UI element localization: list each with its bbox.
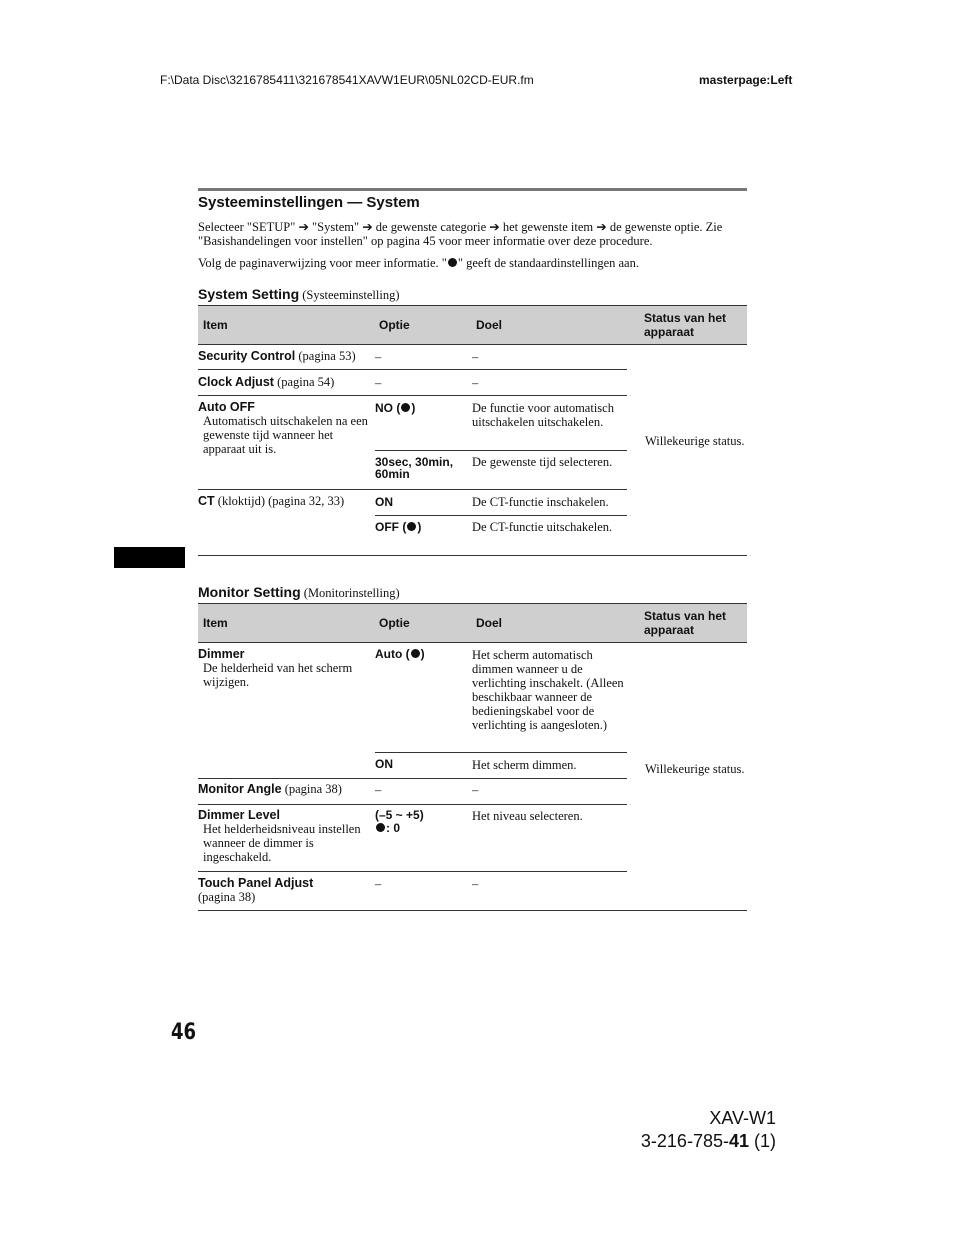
option-level-range: (–5 ~ +5) : 0 xyxy=(375,808,424,835)
doel-dimmer-on: Het scherm dimmen. xyxy=(472,758,577,772)
option-off: OFF ( ) xyxy=(375,520,422,534)
option-dash: – xyxy=(375,783,382,797)
file-path: F:\Data Disc\3216785411\321678541XAVW1EUR\05NL02CD-EUR.fm xyxy=(160,73,534,87)
legend-paragraph xyxy=(198,256,748,270)
option-dash: – xyxy=(375,376,382,390)
doel-dash: – xyxy=(472,877,479,891)
row-divider xyxy=(198,804,627,805)
table-bottom-rule xyxy=(198,555,747,556)
doel-ct-on: De CT-functie inschakelen. xyxy=(472,495,609,509)
status-monitor: Willekeurige status. xyxy=(645,762,745,776)
option-times: 30sec, 30min, 60min xyxy=(375,455,454,481)
col-item: Item xyxy=(203,616,228,630)
doel-dash: – xyxy=(472,350,479,364)
row-divider xyxy=(198,871,627,872)
item-dimmer: Dimmer De helderheid van het scherm wijzigen. xyxy=(198,647,370,689)
row-divider xyxy=(375,752,627,753)
doel-auto-off-time: De gewenste tijd selecteren. xyxy=(472,455,613,469)
row-divider xyxy=(198,778,627,779)
monitor-setting-title xyxy=(198,584,400,601)
option-dash: – xyxy=(375,877,382,891)
row-divider xyxy=(198,395,627,396)
table-title-main: System Setting xyxy=(198,286,300,302)
option-on: ON xyxy=(375,495,393,509)
option-no: NO ( ) xyxy=(375,401,416,415)
default-dot-icon xyxy=(376,823,385,832)
option-auto: Auto ( ) xyxy=(375,647,425,661)
legend-text-start: Volg de paginaverwijzing voor meer informatie. " xyxy=(198,256,447,270)
item-clock-adjust: Clock Adjust (pagina 54) xyxy=(198,375,335,389)
doel-ct-off: De CT-functie uitschakelen. xyxy=(472,520,613,534)
item-monitor-angle: Monitor Angle (pagina 38) xyxy=(198,782,342,796)
item-auto-off: Auto OFF Automatisch uitschakelen na een gewenste tijd wanneer het apparaat uit is. xyxy=(198,400,370,456)
item-ct: CT (kloktijd) (pagina 32, 33) xyxy=(198,494,345,508)
item-description: Automatisch uitschakelen na een gewenste tijd wanneer het apparaat uit is. xyxy=(203,414,368,456)
section-rule xyxy=(198,188,747,191)
legend-text-end: " geeft de standaardinstellingen aan. xyxy=(457,256,639,270)
doel-auto-off-no: De functie voor automatisch uitschakelen uitschakelen. xyxy=(472,401,614,429)
table-title-main: Monitor Setting xyxy=(198,584,301,600)
table-title-paren: (Monitorinstelling) xyxy=(303,586,400,600)
part-number: 3-216-785-41 (1) xyxy=(640,1131,776,1151)
option-on: ON xyxy=(375,757,393,771)
system-setting-title xyxy=(198,286,399,303)
col-status: Status van het apparaat xyxy=(644,311,727,339)
item-description: De helderheid van het scherm wijzigen. xyxy=(203,661,353,689)
col-doel: Doel xyxy=(476,318,503,332)
chapter-tab-marker xyxy=(114,547,185,568)
status-system: Willekeurige status. xyxy=(645,434,745,448)
row-divider xyxy=(198,369,627,370)
default-dot-icon xyxy=(411,649,420,658)
col-status: Status van het apparaat xyxy=(644,609,727,637)
col-optie: Optie xyxy=(379,616,410,630)
col-optie: Optie xyxy=(379,318,410,332)
system-table-header xyxy=(198,305,747,345)
item-security-control: Security Control (pagina 53) xyxy=(198,349,356,363)
monitor-table-header xyxy=(198,603,747,643)
intro-paragraph: Selecteer "SETUP" ➔ "System" ➔ de gewenste categorie ➔ het gewenste item ➔ de gewenste optie. Zie "Basishandelingen voor instellen" op pagina 45 voor meer informatie over deze procedure. xyxy=(198,220,723,248)
doel-dash: – xyxy=(472,783,479,797)
item-touch-panel-adjust: Touch Panel Adjust (pagina 38) xyxy=(198,876,314,904)
table-title-paren: (Systeeminstelling) xyxy=(302,288,400,302)
doel-dimmer-level: Het niveau selecteren. xyxy=(472,809,583,823)
masterpage-label: masterpage:Left xyxy=(699,73,793,87)
default-dot-icon xyxy=(448,258,457,267)
doel-dimmer-auto: Het scherm automatisch dimmen wanneer u de verlichting inschakelt. (Alleen beschikbaar wanneer de bedieningskabel voor de verlichting is aangesloten.) xyxy=(472,648,624,732)
default-dot-icon xyxy=(407,522,416,531)
option-dash: – xyxy=(375,350,382,364)
page-number: 46 xyxy=(171,1020,197,1045)
row-divider xyxy=(198,489,627,490)
row-divider xyxy=(375,450,627,451)
col-item: Item xyxy=(203,318,228,332)
default-dot-icon xyxy=(401,403,410,412)
item-description: Het helderheidsniveau instellen wanneer de dimmer is ingeschakeld. xyxy=(203,822,361,864)
doel-dash: – xyxy=(472,376,479,390)
model-number: XAV-W1 xyxy=(709,1108,776,1128)
item-dimmer-level: Dimmer Level Het helderheidsniveau instellen wanneer de dimmer is ingeschakeld. xyxy=(198,808,370,864)
row-divider xyxy=(375,515,627,516)
table-bottom-rule xyxy=(198,910,747,911)
section-title: Systeeminstellingen — System xyxy=(198,194,420,211)
col-doel: Doel xyxy=(476,616,503,630)
